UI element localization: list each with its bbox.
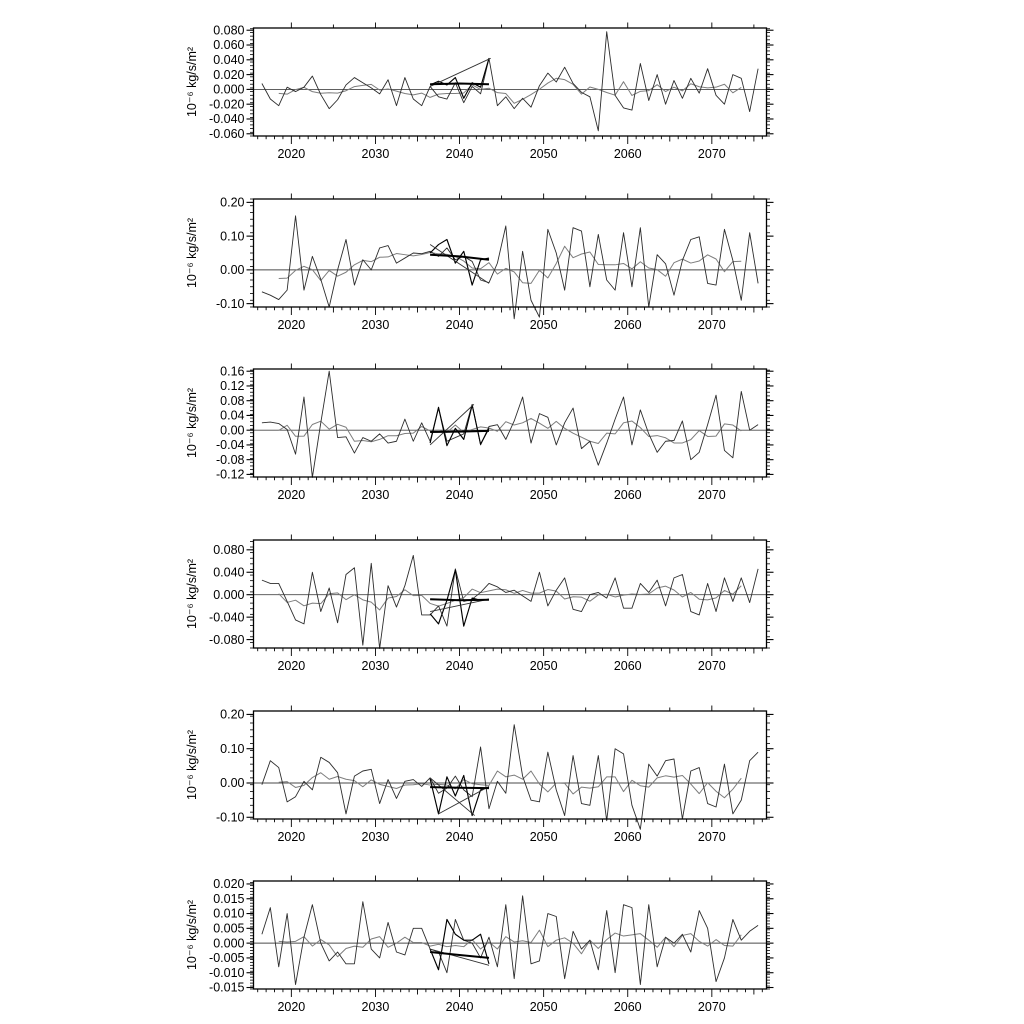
y-tick-label: 0.00 — [220, 423, 245, 438]
y-tick-label: 0.080 — [213, 542, 245, 557]
x-tick-label: 2060 — [613, 147, 642, 161]
chart-plot-runoff — [0, 853, 1024, 1024]
x-tick-label: 2060 — [613, 658, 642, 673]
y-tick-label: 0.015 — [213, 892, 245, 907]
y-tick-label: 0.04 — [220, 408, 245, 423]
overlap-series-mean2 — [430, 431, 489, 432]
y-tick-label: 0.08 — [220, 394, 245, 409]
x-tick-label: 2070 — [697, 317, 726, 332]
panel-background — [0, 512, 1024, 683]
chart-plot-nh-ice — [0, 341, 1024, 512]
y-tick-label: -0.10 — [216, 296, 245, 311]
panel-ocean — [0, 171, 1024, 342]
y-axis-title: 10⁻⁶ kg/s/m² — [185, 900, 199, 971]
x-tick-label: 2050 — [529, 317, 558, 332]
x-tick-label: 2030 — [361, 488, 390, 503]
overlap-series-mean2 — [430, 83, 489, 84]
y-tick-label: 0.060 — [213, 38, 245, 53]
x-tick-label: 2040 — [445, 147, 474, 161]
y-axis-title: 10⁻⁶ kg/s/m² — [185, 729, 199, 800]
x-tick-label: 2060 — [613, 317, 642, 332]
y-axis-title: 10⁻⁶ kg/s/m² — [185, 388, 199, 459]
y-tick-label: 0.10 — [220, 228, 245, 243]
x-tick-label: 2070 — [697, 1000, 726, 1015]
y-tick-label: 0.020 — [213, 67, 245, 82]
overlap-series-mean2 — [430, 599, 489, 600]
x-tick-label: 2050 — [529, 147, 558, 161]
y-tick-label: -0.060 — [209, 126, 245, 141]
y-tick-label: -0.10 — [216, 810, 245, 825]
panel-land — [0, 683, 1024, 854]
x-tick-label: 2070 — [697, 829, 726, 844]
y-tick-label: 0.000 — [213, 936, 245, 951]
y-tick-label: 0.010 — [213, 907, 245, 922]
y-tick-label: 0.20 — [220, 707, 245, 722]
x-tick-label: 2020 — [277, 147, 306, 161]
y-tick-label: -0.080 — [209, 632, 245, 647]
y-tick-label: 0.12 — [220, 379, 245, 394]
chart-plot-ocean — [0, 171, 1024, 342]
y-tick-label: 0.000 — [213, 587, 245, 602]
y-tick-label: 0.005 — [213, 921, 245, 936]
x-tick-label: 2020 — [277, 317, 306, 332]
chart-plot-sh-ice — [0, 512, 1024, 683]
x-tick-label: 2020 — [277, 658, 306, 673]
x-tick-label: 2040 — [445, 1000, 474, 1015]
x-tick-label: 2070 — [697, 488, 726, 503]
y-tick-label: -0.04 — [216, 438, 245, 453]
x-tick-label: 2020 — [277, 1000, 306, 1015]
panel-nh-ice — [0, 341, 1024, 512]
x-tick-label: 2050 — [529, 1000, 558, 1015]
x-tick-label: 2050 — [529, 488, 558, 503]
x-tick-label: 2070 — [697, 147, 726, 161]
x-tick-label: 2020 — [277, 488, 306, 503]
x-tick-label: 2030 — [361, 658, 390, 673]
y-tick-label: 0.080 — [213, 23, 245, 38]
panel-atm — [0, 0, 1024, 171]
x-tick-label: 2030 — [361, 829, 390, 844]
y-tick-label: 0.10 — [220, 741, 245, 756]
y-tick-label: -0.040 — [209, 610, 245, 625]
y-tick-label: 0.020 — [213, 877, 245, 892]
panel-sh-ice — [0, 512, 1024, 683]
y-axis-title: 10⁻⁶ kg/s/m² — [185, 558, 199, 630]
y-tick-label: -0.040 — [209, 112, 245, 127]
panel-runoff — [0, 853, 1024, 1024]
x-tick-label: 2050 — [529, 658, 558, 673]
panel-background — [0, 683, 1024, 854]
y-tick-label: -0.020 — [209, 97, 245, 112]
x-tick-label: 2060 — [613, 1000, 642, 1015]
y-tick-label: 0.16 — [220, 364, 245, 379]
x-tick-label: 2030 — [361, 1000, 390, 1015]
y-tick-label: 0.00 — [220, 775, 245, 790]
overlap-series-mean2 — [430, 787, 489, 788]
x-tick-label: 2030 — [361, 317, 390, 332]
x-tick-label: 2040 — [445, 658, 474, 673]
y-axis-title: 10⁻⁶ kg/s/m² — [185, 217, 199, 288]
x-tick-label: 2070 — [697, 658, 726, 673]
y-tick-label: -0.08 — [216, 453, 245, 468]
y-tick-label: -0.12 — [216, 467, 245, 482]
y-tick-label: -0.015 — [209, 981, 245, 996]
x-tick-label: 2040 — [445, 829, 474, 844]
y-tick-label: 0.20 — [220, 195, 245, 210]
x-tick-label: 2060 — [613, 488, 642, 503]
y-axis-title: 10⁻⁶ kg/s/m² — [185, 46, 199, 118]
x-tick-label: 2030 — [361, 147, 390, 161]
y-tick-label: 0.000 — [213, 82, 245, 97]
chart-plot-land — [0, 683, 1024, 854]
x-tick-label: 2040 — [445, 317, 474, 332]
y-tick-label: 0.040 — [213, 53, 245, 68]
chart-plot-atm — [0, 0, 1024, 171]
x-tick-label: 2020 — [277, 829, 306, 844]
y-tick-label: 0.00 — [220, 262, 245, 277]
x-tick-label: 2060 — [613, 829, 642, 844]
y-tick-label: -0.010 — [209, 966, 245, 981]
y-tick-label: 0.040 — [213, 565, 245, 580]
panel-background — [0, 0, 1024, 171]
y-tick-label: -0.005 — [209, 951, 245, 966]
panel-background — [0, 171, 1024, 342]
panel-background — [0, 853, 1024, 1024]
x-tick-label: 2040 — [445, 488, 474, 503]
x-tick-label: 2050 — [529, 829, 558, 844]
